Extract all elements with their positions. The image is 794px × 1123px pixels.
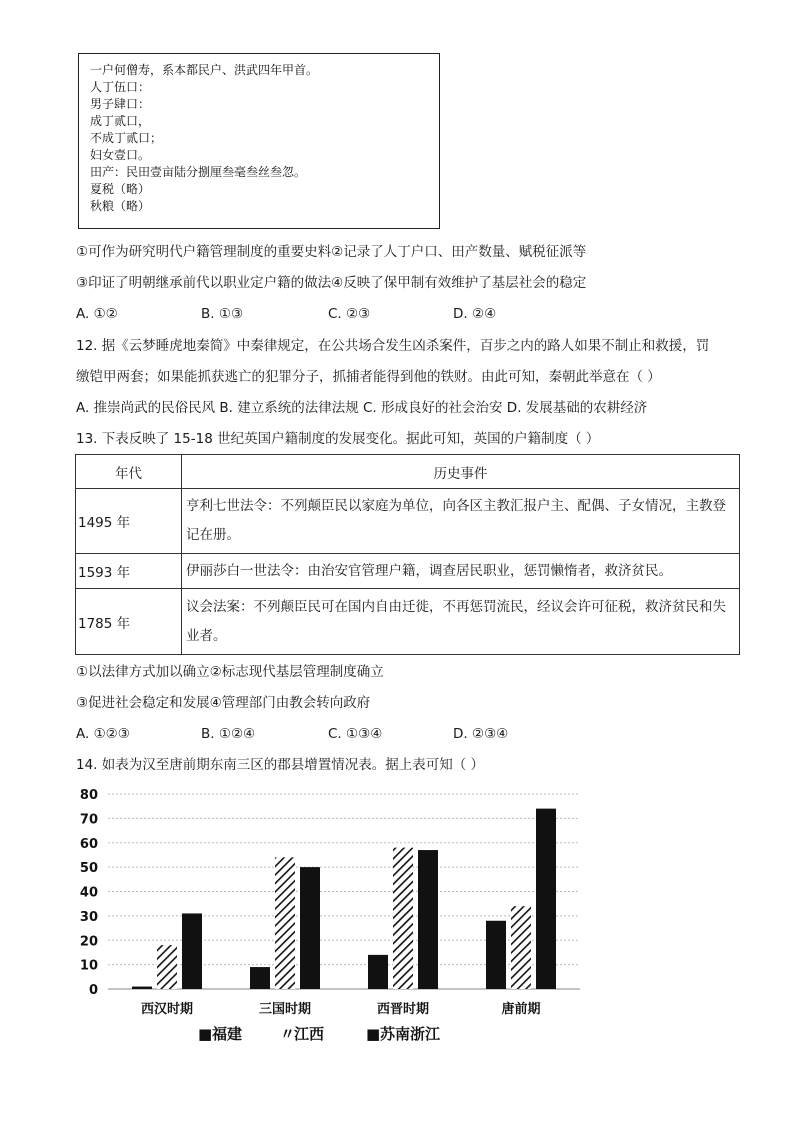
document-line: 不成丁贰口；	[90, 131, 163, 145]
document-line: 成丁贰口，	[90, 114, 151, 128]
chart-bars	[132, 809, 556, 989]
bar-jiangxi	[157, 945, 177, 989]
table-cell-year: 1495 年	[76, 489, 182, 554]
y-tick-label: 70	[79, 812, 98, 828]
q11-option-d: D. ②④	[453, 306, 497, 322]
x-category-label: 唐前期	[501, 1002, 541, 1017]
chart-category-labels	[141, 1001, 541, 1017]
y-tick-label: 80	[79, 788, 98, 803]
q13-option-d: D. ②③④	[453, 726, 509, 742]
legend-marker-icon: ■	[366, 1025, 381, 1043]
table-row	[76, 589, 740, 655]
legend-marker-icon: 〃	[280, 1025, 296, 1043]
table-cell-event: 伊丽莎白一世法令：由治安官管理户籍，调查居民职业，惩罚懒惰者，救济贫民。	[182, 554, 740, 589]
x-category-label: 西汉时期	[140, 1002, 194, 1017]
document-line: 田产：民田壹亩陆分捌厘叁毫叁丝叁忽。	[90, 165, 307, 179]
y-tick-label: 60	[79, 836, 98, 852]
document-line: 人丁伍口：	[90, 80, 151, 94]
table-cell-event: 议会法案：不列颠臣民可在国内自由迁徙，不再惩罚流民，经议会许可征税，救济贫民和失业者。	[182, 589, 740, 655]
bar-fujian	[368, 955, 388, 989]
q11-statements-line2: ③印证了明朝继承前代以职业定户籍的做法④反映了保甲制有效维护了基层社会的稳定	[76, 275, 587, 291]
table-header-row	[76, 455, 740, 489]
table-cell-year: 1593 年	[76, 554, 182, 589]
x-category-label: 西晋时期	[376, 1002, 430, 1017]
q12-stem-line1: 12. 据《云梦睡虎地秦简》中秦律规定，在公共场合发生凶杀案件，百步之内的路人如果不制止和救援，罚	[76, 338, 710, 354]
legend-marker-icon: ■	[198, 1025, 213, 1043]
bar-fujian	[250, 967, 270, 989]
legend-label: 福建	[212, 1025, 243, 1043]
q12-options: A. 推崇尚武的民俗民风 B. 建立系统的法律法规 C. 形成良好的社会治安 D. 发展基础的农耕经济	[76, 400, 648, 416]
bar-jiangxi	[275, 857, 295, 989]
bar-jiangxi	[511, 906, 531, 989]
q11-option-a: A. ①②	[76, 306, 118, 322]
table-row	[76, 554, 740, 589]
table-row	[76, 489, 740, 554]
y-tick-label: 30	[79, 909, 98, 925]
chart-legend	[198, 1025, 441, 1043]
legend-label: 苏南浙江	[380, 1025, 441, 1043]
table-cell-event: 亨利七世法令：不列颠臣民以家庭为单位，向各区主教汇报户主、配偶、子女情况，主教登记在册。	[182, 489, 740, 554]
q13-option-b: B. ①②④	[201, 726, 256, 742]
bar-sunan-zhejiang	[418, 850, 438, 989]
bar-sunan-zhejiang	[536, 809, 556, 989]
q11-option-c: C. ②③	[328, 306, 371, 322]
legend-label: 江西	[294, 1025, 325, 1043]
bar-sunan-zhejiang	[300, 867, 320, 989]
q11-option-b: B. ①③	[201, 306, 244, 322]
y-tick-label: 50	[79, 861, 98, 877]
table-cell-year: 1785 年	[76, 589, 182, 655]
bar-fujian	[132, 987, 152, 989]
table-header-event: 历史事件	[182, 455, 740, 489]
x-category-label: 三国时期	[258, 1002, 312, 1017]
y-tick-label: 0	[88, 983, 98, 998]
document-line: 男子肆口：	[90, 97, 151, 111]
county-count-bar-chart	[70, 782, 590, 1052]
document-line: 一户何僧寿，系本都民户、洪武四年甲首。	[90, 63, 319, 77]
history-events-table	[75, 454, 740, 655]
chart-gridlines	[108, 794, 580, 989]
q14-stem: 14. 如表为汉至唐前期东南三区的郡县增置情况表。据上表可知（ ）	[76, 757, 485, 773]
bar-sunan-zhejiang	[182, 913, 202, 989]
document-line: 夏税（略）	[90, 182, 151, 196]
document-line: 妇女壹口。	[90, 148, 151, 162]
q13-option-c: C. ①③④	[328, 726, 383, 742]
q12-stem-line2: 缴铠甲两套；如果能抓获逃亡的犯罪分子，抓捕者能得到他的铁财。由此可知，秦朝此举意在（ ）	[76, 369, 661, 385]
document-line: 秋粮（略）	[90, 199, 151, 213]
chart-y-tick-labels	[80, 788, 98, 998]
y-tick-label: 20	[79, 934, 98, 950]
q13-statements-line2: ③促进社会稳定和发展④管理部门由教会转向政府	[76, 695, 371, 711]
q13-stem: 13. 下表反映了 15-18 世纪英国户籍制度的发展变化。据此可知，英国的户籍制度（ ）	[76, 431, 600, 447]
q13-statements-line1: ①以法律方式加以确立②标志现代基层管理制度确立	[76, 664, 384, 680]
y-tick-label: 10	[79, 958, 98, 974]
household-register-document	[78, 53, 440, 229]
bar-jiangxi	[393, 848, 413, 989]
q13-option-a: A. ①②③	[76, 726, 130, 742]
bar-fujian	[486, 921, 506, 989]
y-tick-label: 40	[79, 885, 98, 901]
q11-statements-line1: ①可作为研究明代户籍管理制度的重要史料②记录了人丁户口、田产数量、赋税征派等	[76, 244, 587, 260]
table-header-year: 年代	[76, 455, 182, 489]
